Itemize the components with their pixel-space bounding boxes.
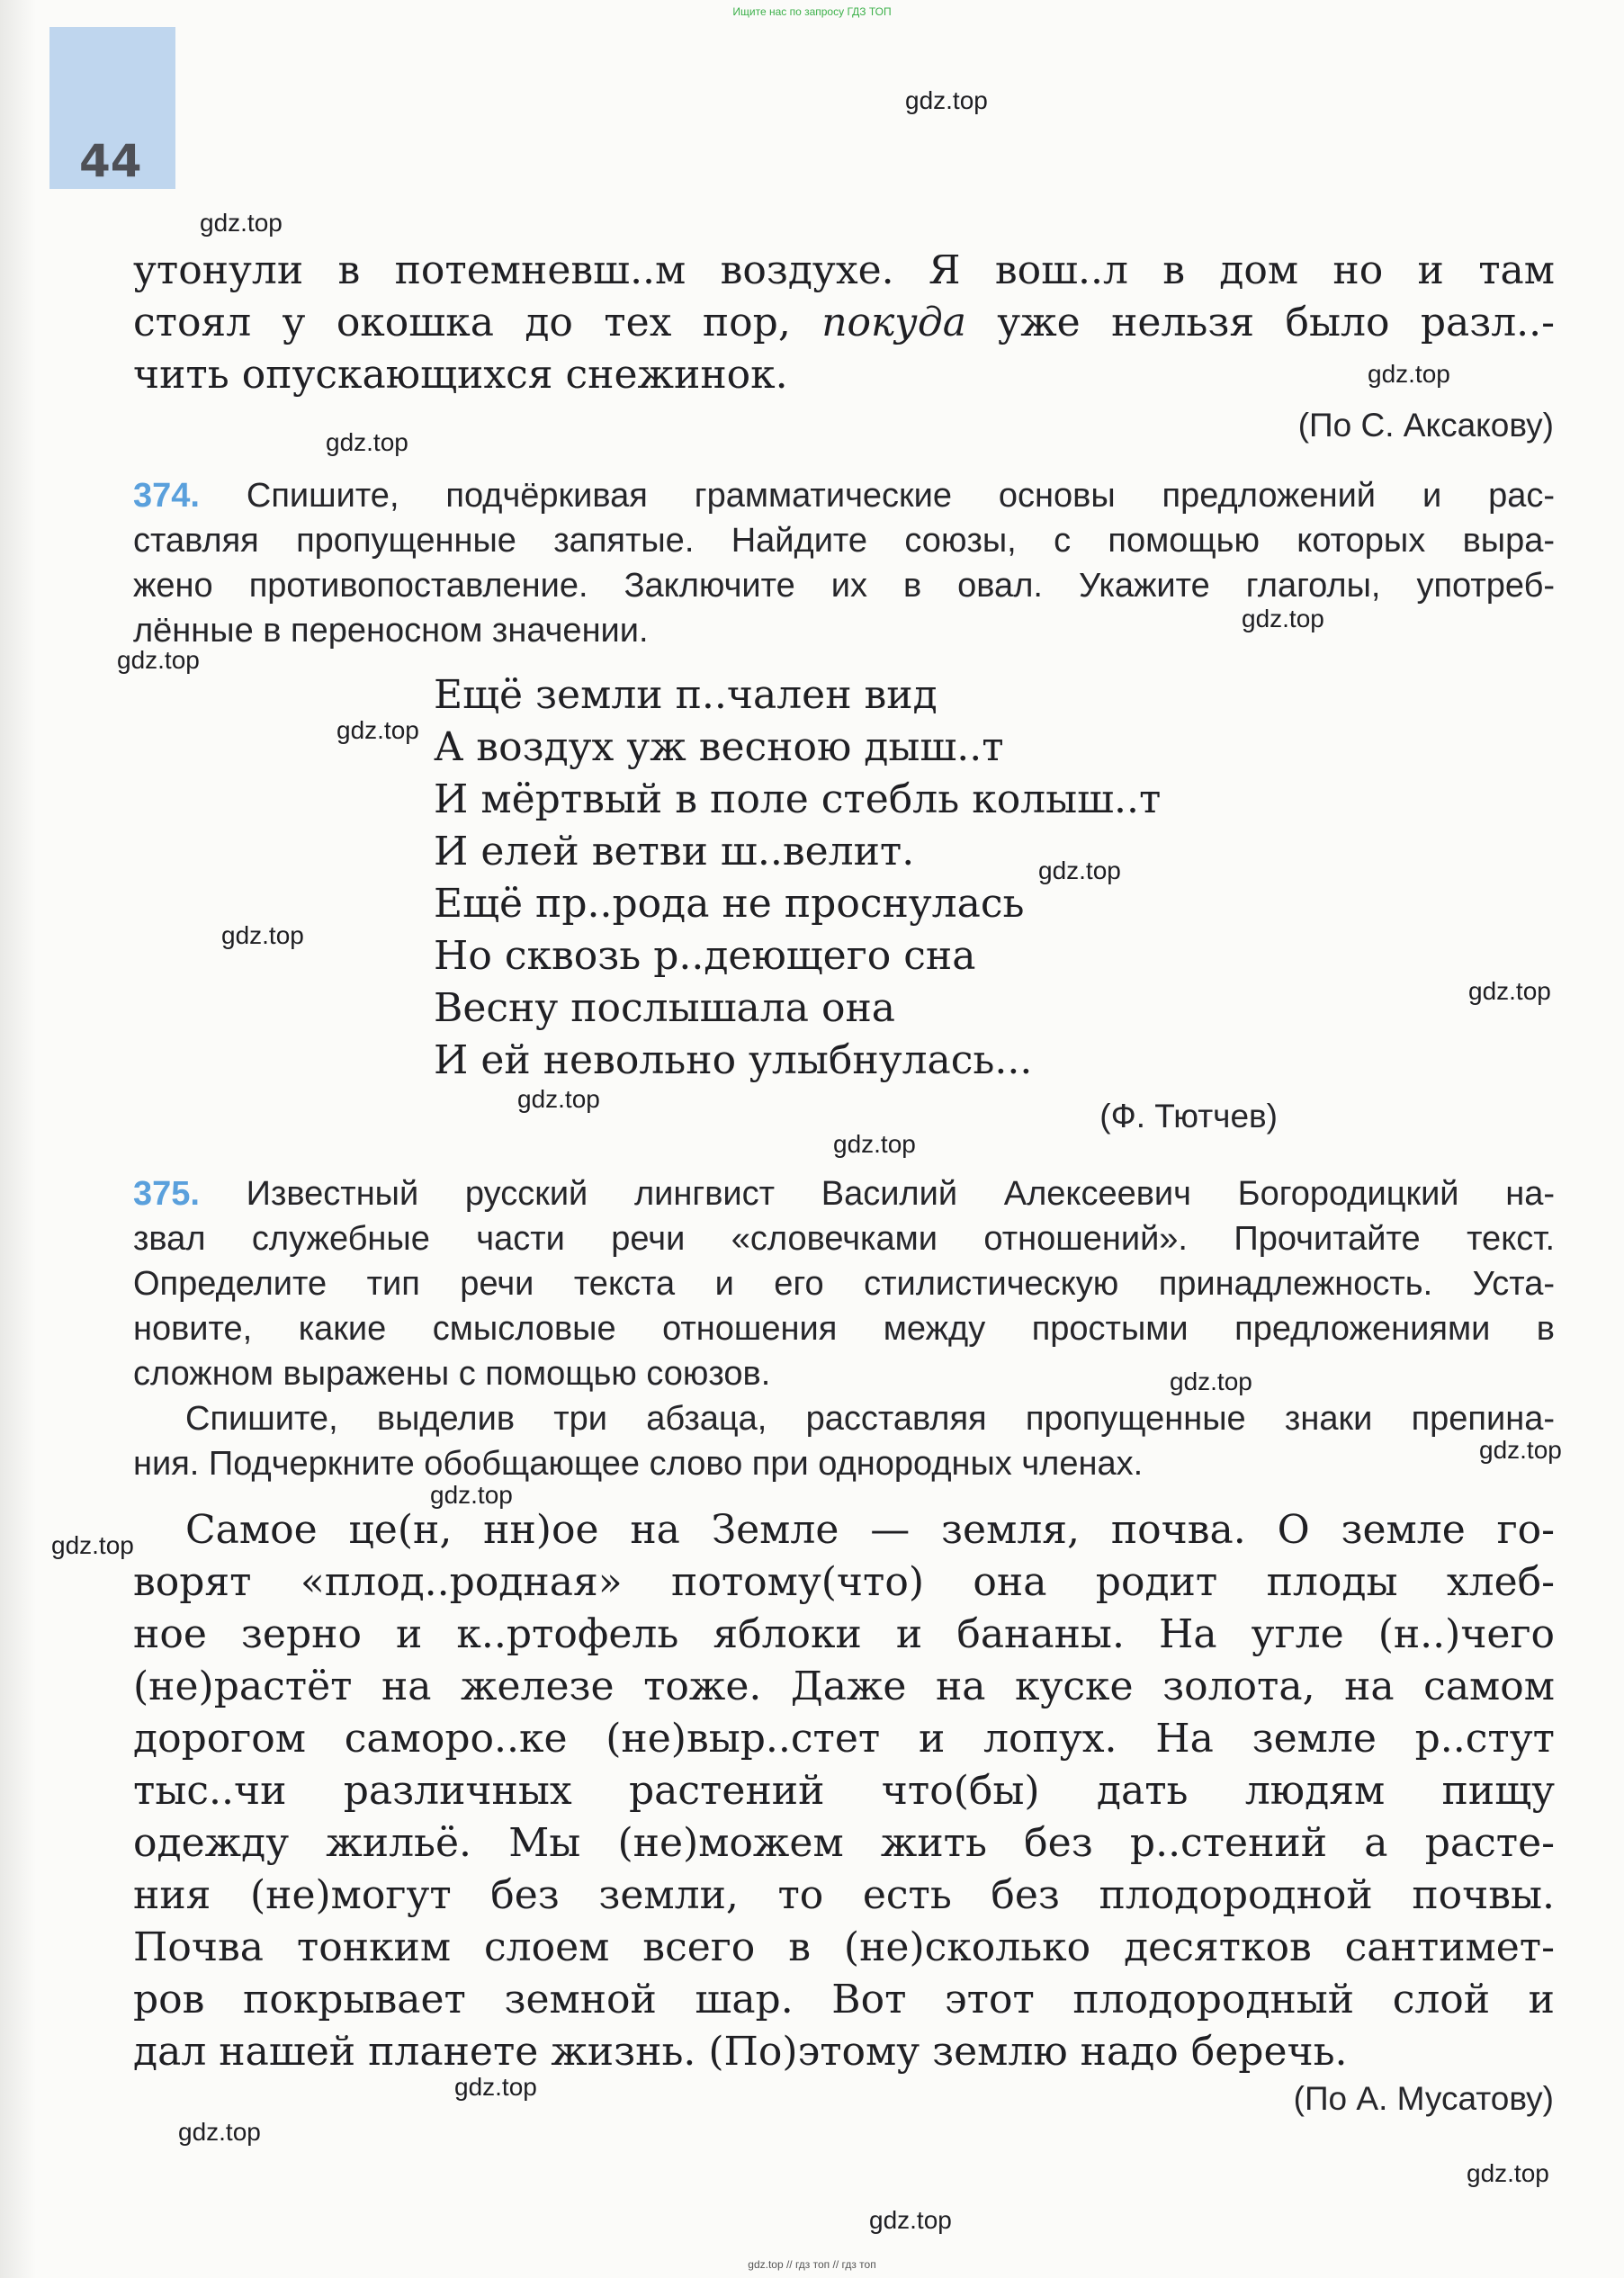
watermark: gdz.top <box>178 2118 261 2146</box>
bottom-banner: gdz.top // гдз топ // гдз топ <box>748 2258 876 2271</box>
watermark: gdz.top <box>221 921 304 949</box>
task-line: жено противопоставление. Заключите их в овал. Укажите глаголы, употреб- <box>133 567 1555 605</box>
watermark: gdz.top <box>1038 856 1121 884</box>
poem-line: Но сквозь р..деющего сна <box>434 933 976 979</box>
poem-line: Весну послышала она <box>434 985 896 1031</box>
task-line: ставляя пропущенные запятые. Найдите союзы, с помощью которых выра- <box>133 522 1555 560</box>
task-line: звал служебные части речи «словечками отношений». Прочитайте текст. <box>133 1220 1555 1258</box>
poem-line: А воздух уж весною дыш..т <box>434 724 1004 770</box>
exercise-number: 374. <box>133 477 200 515</box>
text-line: дорогом саморо..ке (не)выр..стет и лопух. На земле р..стут <box>133 1716 1555 1762</box>
poem-line: Ещё земли п..чален вид <box>434 672 938 718</box>
watermark: gdz.top <box>336 716 419 744</box>
task-line: сложном выражены с помощью союзов. <box>133 1355 771 1393</box>
watermark: gdz.top <box>869 2206 952 2234</box>
exercise-375-task-2 <box>133 1396 1555 1486</box>
task-line: лённые в переносном значении. <box>133 612 649 650</box>
author-attribution: (По С. Аксакову) <box>1297 407 1554 444</box>
watermark: gdz.top <box>1368 360 1450 388</box>
task-line: новите, какие смысловые отношения между простыми предложениями в <box>133 1310 1555 1348</box>
task-line: 374. Спишите, подчёркивая грамматические основы предложений и рас- <box>133 477 1555 515</box>
author-attribution: (Ф. Тютчев) <box>1099 1098 1278 1135</box>
text-line: тыс..чи различных растений что(бы) дать людям пищу <box>133 1768 1555 1814</box>
text-line: ное зерно и к..ртофель яблоки и бананы. На угле (н..)чего <box>133 1611 1555 1657</box>
watermark: gdz.top <box>326 428 408 456</box>
task-line: 375. Известный русский лингвист Василий Алексеевич Богородицкий на- <box>133 1175 1555 1213</box>
italic-word: покуда <box>821 300 966 345</box>
watermark: gdz.top <box>51 1531 134 1559</box>
watermark: gdz.top <box>833 1130 916 1158</box>
watermark: gdz.top <box>1479 1436 1562 1464</box>
page-number: 44 <box>79 135 142 187</box>
watermark: gdz.top <box>454 2073 537 2101</box>
exercise-375-text <box>133 1504 1555 2078</box>
text-line: одежду жильё. Мы (не)можем жить без р..стений а расте- <box>133 1820 1555 1866</box>
watermark: gdz.top <box>1170 1368 1252 1395</box>
intro-text <box>133 245 1555 401</box>
poem-line: И елей ветви ш..велит. <box>434 829 915 874</box>
task-line: ния. Подчеркните обобщающее слово при однородных членах. <box>133 1445 1144 1483</box>
text-line: дал нашей планете жизнь. (По)этому землю надо беречь. <box>133 2029 1348 2075</box>
watermark: gdz.top <box>1242 605 1324 632</box>
watermark: gdz.top <box>117 646 200 674</box>
exercise-374-task <box>133 473 1555 653</box>
text-line: чить опускающихся снежинок. <box>133 352 788 398</box>
text-line: ворят «плод..родная» потому(что) она родит плоды хлеб- <box>133 1559 1555 1605</box>
task-line: Спишите, выделив три абзаца, расставляя пропущенные знаки препина- <box>185 1400 1555 1438</box>
watermark: gdz.top <box>517 1085 600 1113</box>
poem-line: И ей невольно улыбнулась... <box>434 1037 1033 1083</box>
text-line: ния (не)могут без земли, то есть без плодородной почвы. <box>133 1872 1555 1918</box>
watermark: gdz.top <box>905 86 988 114</box>
poem-line: Ещё пр..рода не проснулась <box>434 881 1025 927</box>
top-banner: Ищите нас по запросу ГДЗ ТОП <box>732 5 892 18</box>
text-line: (не)растёт на железе тоже. Даже на куске золота, на самом <box>133 1664 1555 1709</box>
task-line: Определите тип речи текста и его стилистическую принадлежность. Уста- <box>133 1265 1555 1303</box>
exercise-375-task <box>133 1171 1555 1396</box>
watermark: gdz.top <box>200 209 283 237</box>
text-line: ров покрывает земной шар. Вот этот плодородный слой и <box>133 1977 1555 2022</box>
text-line: Почва тонким слоем всего в (не)сколько десятков сантимет- <box>133 1924 1555 1970</box>
text-line: Самое це(н, нн)ое на Земле — земля, почва. О земле го- <box>185 1507 1555 1553</box>
poem <box>434 669 1161 1087</box>
page-spine-shadow <box>0 0 36 2278</box>
watermark: gdz.top <box>1468 977 1551 1005</box>
watermark: gdz.top <box>430 1481 513 1509</box>
text-line: стоял у окошка до тех пор, покуда уже нельзя было разл..- <box>133 300 1556 345</box>
poem-line: И мёртвый в поле стебль колыш..т <box>434 776 1162 822</box>
text-line: утонули в потемневш..м воздухе. Я вош..л в дом но и там <box>133 247 1555 293</box>
watermark: gdz.top <box>1467 2159 1549 2187</box>
author-attribution: (По А. Мусатову) <box>1293 2080 1554 2117</box>
exercise-number: 375. <box>133 1175 200 1213</box>
